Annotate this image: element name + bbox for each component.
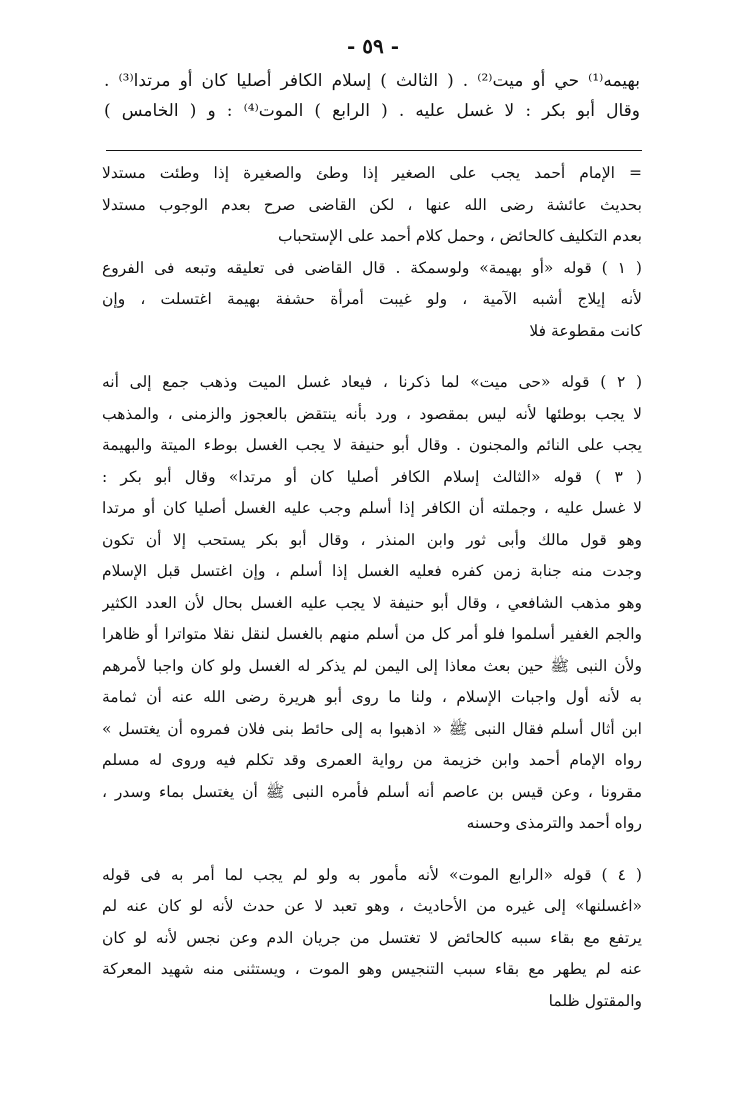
footnote-line: ابن أثال أسلم فقال النبى ﷺ « اذهبوا به إلى حائط بنى فلان فمروه أن يغتسل » bbox=[102, 719, 642, 738]
page-number: - ٥٩ - bbox=[346, 34, 399, 58]
footnote-line: ( ٤ ) قوله «الرابع الموت» لأنه مأمور به ولو لم يجب لما أمر به فى قوله bbox=[102, 865, 642, 884]
main-text-line: بهيمه⁽¹⁾ حي أو ميت⁽²⁾ . ( الثالث ) إسلام الكافر أصليا كان أو مرتدا⁽³⁾ . bbox=[104, 71, 640, 91]
main-text bbox=[104, 66, 640, 126]
footnote-line: ولأن النبى ﷺ حين بعث معاذا إلى اليمن لم يذكر له الغسل ولو كان واجبا لأمرهم bbox=[102, 656, 642, 675]
footnote-line: بعدم التكليف كالحائض ، وحمل كلام أحمد على الإستحباب bbox=[277, 227, 642, 245]
footnote-line: رواه أحمد والترمذى وحسنه bbox=[466, 814, 642, 832]
footnote-line: لا غسل عليه ، وجملته أن الكافر إذا أسلم وجب عليه الغسل أصليا كان أو مرتدا bbox=[102, 499, 642, 517]
footnote-line: «اغسلنها» إلى غيره من الأحاديث ، وهو تعبد لا عن حدث لأنه لو كان عنه لم bbox=[102, 897, 642, 915]
footnote-line: بحديث عائشة رضى الله عنها ، لكن القاضى صرح بعدم الوجوب مستدلا bbox=[102, 195, 642, 214]
footnote-line: وجدت منه جنابة زمن كفره فعليه الغسل إذا أسلم ، وإن اغتسل قبل الإسلام bbox=[102, 562, 642, 580]
footnote-line: وهو مذهب الشافعي ، وقال أبو حنيفة لا يجب عليه الغسل بحال لأن العدد الكثير bbox=[102, 593, 642, 612]
footnote-line: والجم الغفير أسلموا فلو أمر كل من أسلم منهم بالغسل لنقل نقلا متواترا أو ظاهرا bbox=[102, 625, 642, 643]
footnote-line: يرتفع مع بقاء سببه كالحائض لا تغتسل من جريان الدم وعن نجس لأنه لو كان bbox=[102, 928, 642, 947]
footnote-3 bbox=[102, 462, 642, 840]
footnote-line: لا يجب بوطئها لأنه ليس بمقصود ، ورد بأنه ينتقض بالعجوز والزمنى ، والمذهب bbox=[102, 404, 642, 423]
footnote-line: ( ٣ ) قوله «الثالث إسلام الكافر أصليا كان أو مرتدا» وقال أبو بكر : bbox=[102, 467, 642, 486]
footnote-line: وهو قول مالك وأبى ثور وابن المنذر ، وقال أبو بكر يستحب إلا أن تكون bbox=[102, 530, 642, 549]
footnote-4 bbox=[102, 860, 642, 1018]
footnote-line: مقرونا ، وعن قيس بن عاصم أنه أسلم فأمره النبى ﷺ أن يغتسل بماء وسدر ، bbox=[102, 782, 642, 801]
footnote-line: يجب على النائم والمجنون . وقال أبو حنيفة لا يجب الغسل بوطء الميتة والبهيمة bbox=[102, 436, 642, 454]
footnote-continuation bbox=[102, 158, 642, 253]
footnotes bbox=[102, 158, 642, 1017]
footnote-line: والمقتول ظلما bbox=[548, 991, 642, 1010]
footnote-line: رواه الإمام أحمد وابن خزيمة من رواية العمرى وقد تكلم فيه وروى له مسلم bbox=[102, 751, 642, 769]
footnote-line: كانت مقطوعة فلا bbox=[529, 321, 642, 340]
footnote-line: به لأنه أول واجبات الإسلام ، ولنا ما روى أبو هريرة رضى الله عنه أن ثمامة bbox=[102, 688, 642, 706]
footnote-line: ( ١ ) قوله «أو بهيمة» ولوسمكة . قال القاضى فى تعليقه وتبعه فى الفروع bbox=[102, 258, 642, 277]
footnote-line: لأنه إيلاج أشبه الآمية ، ولو غيبت أمرأة حشفة بهيمة اغتسلت ، وإن bbox=[102, 290, 642, 308]
footnote-1 bbox=[102, 253, 642, 348]
footnote-line: = الإمام أحمد يجب على الصغير إذا وطئ والصغيرة إذا وطئت مستدلا bbox=[102, 164, 642, 182]
footnote-line: عنه لم يطهر مع بقاء سبب التنجيس وهو الموت ، ويستثنى منه شهيد المعركة bbox=[102, 960, 642, 978]
footnote-line: ( ٢ ) قوله «حى ميت» لما ذكرنا ، فيعاد غسل الميت وذهب جمع إلى أنه bbox=[102, 373, 642, 391]
footnote-2 bbox=[102, 367, 642, 462]
main-text-line: وقال أبو بكر : لا غسل عليه . ( الرابع ) الموت⁽⁴⁾ : و ( الخامس ) bbox=[104, 101, 641, 121]
footnote-divider bbox=[106, 150, 642, 151]
